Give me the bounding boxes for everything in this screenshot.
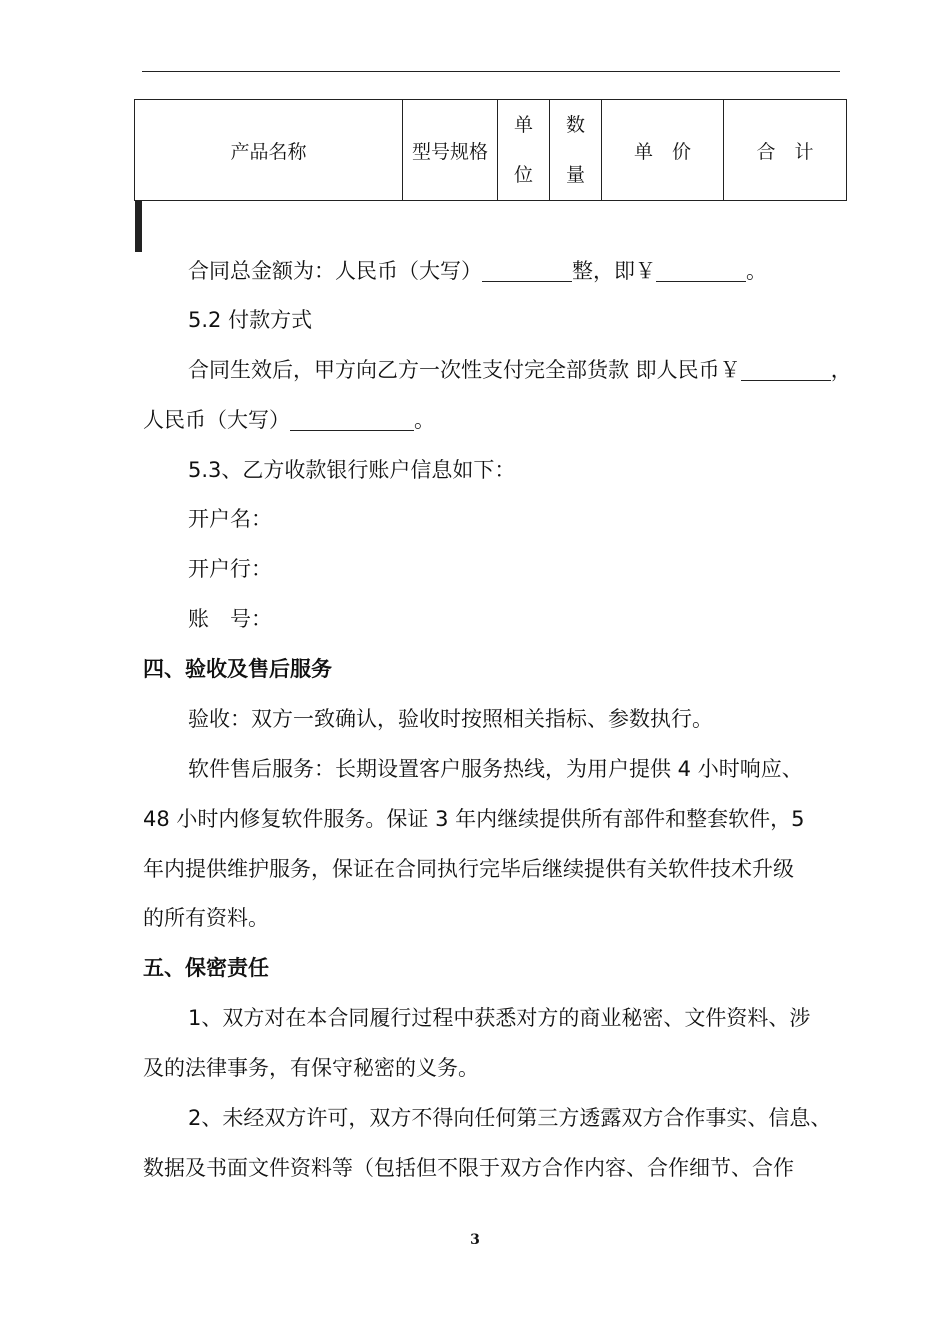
header-unit: 单 位 [498, 100, 550, 201]
after-sales-line-1: 软件售后服务：长期设置客户服务热线，为用户提供 4 小时响应、 [188, 757, 803, 781]
confidentiality-2-line-2: 数据及书面文件资料等（包括但不限于双方合作内容、合作细节、合作 [143, 1156, 794, 1180]
payment-line-1: 合同生效后，甲方向乙方一次性支付完全部货款 即人民币￥ ， [188, 358, 852, 382]
section-4-title: 四、验收及售后服务 [143, 657, 332, 681]
after-sales-line-4: 的所有资料。 [143, 906, 269, 930]
account-number-label: 账 号： [188, 607, 272, 631]
amount-words-blank [482, 259, 572, 282]
confidentiality-1-line-1: 1、双方对在本合同履行过程中获悉对方的商业秘密、文件资料、涉 [188, 1006, 811, 1030]
after-sales-line-2: 48 小时内修复软件服务。保证 3 年内继续提供所有部件和整套软件，5 [143, 807, 805, 831]
account-name-label: 开户名： [188, 507, 272, 531]
header-unit-price: 单 价 [602, 100, 724, 201]
payment-figure-blank [741, 358, 831, 381]
total-amount-line: 合同总金额为：人民币（大写） 整，即￥ 。 [188, 259, 767, 283]
section-5-title: 五、保密责任 [143, 956, 269, 980]
page-number: 3 [470, 1232, 480, 1248]
header-product-name: 产品名称 [135, 100, 403, 201]
payment-line-2: 人民币（大写） 。 [143, 408, 435, 432]
header-total: 合 计 [724, 100, 847, 201]
payment-words-blank [290, 408, 414, 431]
table-header-row [135, 100, 847, 201]
confidentiality-1-line-2: 及的法律事务，有保守秘密的义务。 [143, 1056, 479, 1080]
header-quantity: 数 量 [550, 100, 602, 201]
header-rule [142, 71, 840, 72]
after-sales-line-3: 年内提供维护服务，保证在合同执行完毕后继续提供有关软件技术升级 [143, 857, 794, 881]
payment-method-title: 5.2 付款方式 [188, 308, 313, 332]
acceptance-paragraph: 验收：双方一致确认，验收时按照相关指标、参数执行。 [188, 707, 713, 731]
amount-figure-blank [656, 259, 746, 282]
table-row [135, 201, 142, 224]
header-model-spec: 型号规格 [403, 100, 498, 201]
confidentiality-2-line-1: 2、未经双方许可，双方不得向任何第三方透露双方合作事实、信息、 [188, 1106, 832, 1130]
bank-info-title: 5.3、乙方收款银行账户信息如下： [188, 458, 516, 482]
product-table [134, 99, 847, 225]
bank-name-label: 开户行： [188, 557, 272, 581]
